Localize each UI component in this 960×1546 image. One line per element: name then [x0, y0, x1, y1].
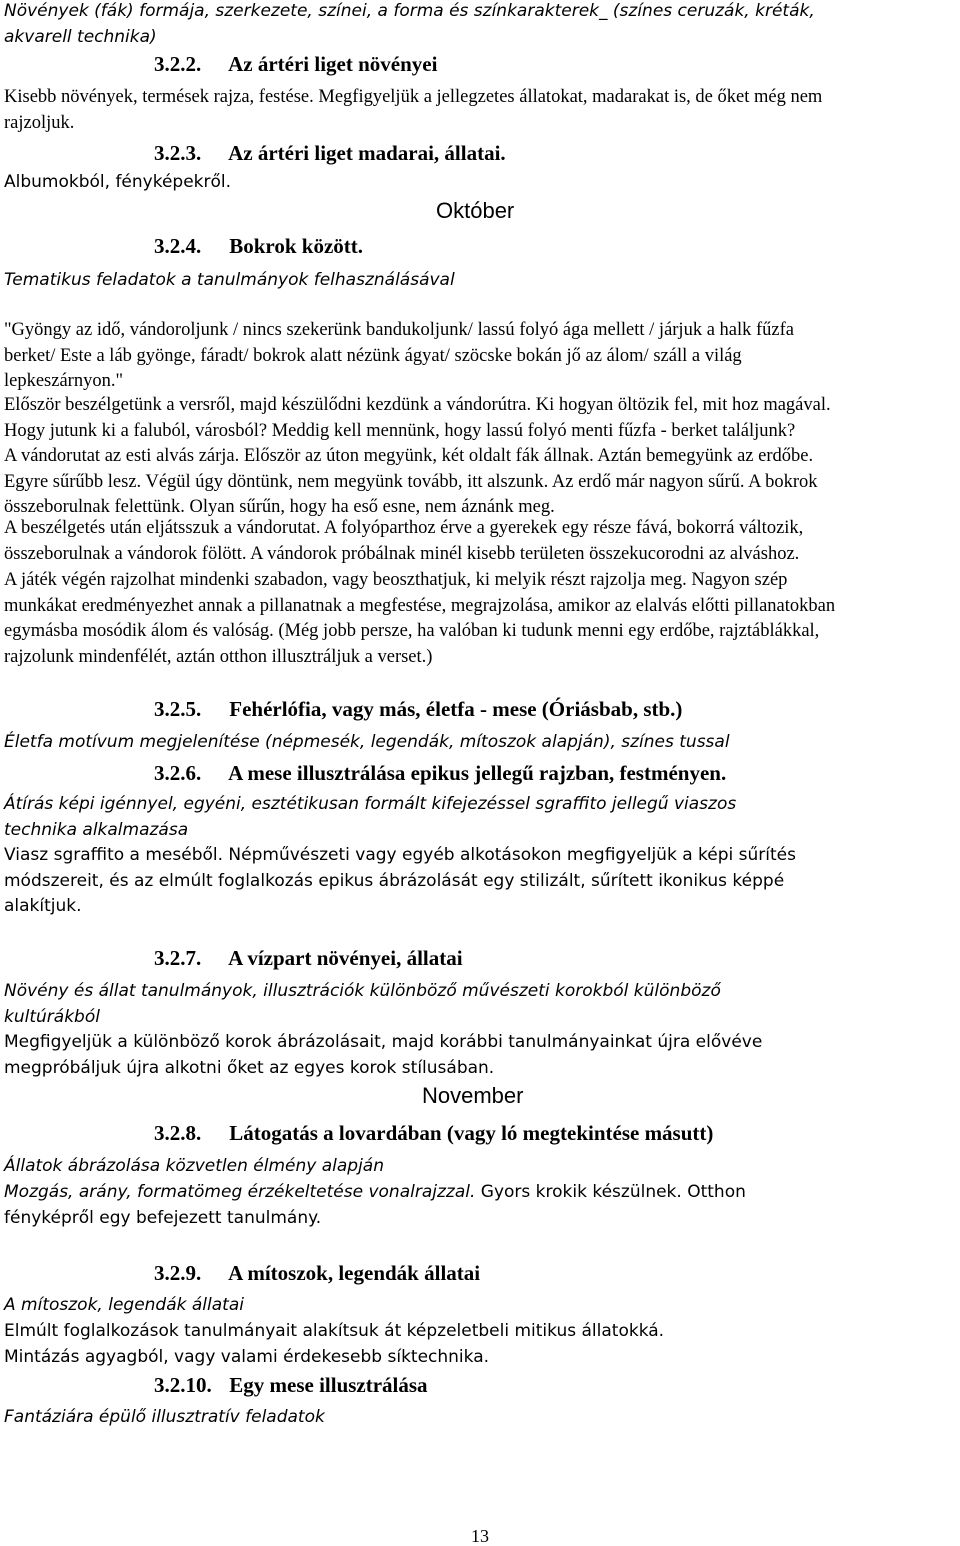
section-number: 3.2.10.	[154, 1373, 212, 1397]
section-title: A mítoszok, legendák állatai	[228, 1261, 481, 1285]
section-title: Bokrok között.	[229, 234, 364, 258]
paragraph-326	[4, 843, 954, 920]
section-number: 3.2.5.	[154, 697, 202, 721]
text-line: Kisebb növények, termések rajza, festése. Megfigyeljük a jellegzetes állatokat, madarakat is, de őket még nem	[4, 87, 823, 107]
text-line: A vándorutat az esti alvás zárja. Először az úton megyünk, két oldalt fák állnak. Aztán bemegyünk az erdőbe.	[4, 446, 814, 466]
text-line: Egyre sűrűbb lesz. Végül úgy döntünk, nem megyünk tovább, itt alszunk. Az erdő már nagyon sűrű. A bokrok	[4, 471, 818, 492]
text-line: módszereit, és az elmúlt foglalkozás epikus ábrázolását egy stilizált, sűrített ikonikus képpé	[4, 870, 785, 891]
section-heading-323	[154, 140, 954, 166]
italic-phrase: Mozgás, arány, formatömeg érzékeltetése vonalrajzzal.	[4, 1182, 476, 1202]
text-line: A beszélgetés után eljátsszuk a vándorutat. A folyóparthoz érve a gyerekek egy része fává, bokorrá változik,	[4, 518, 804, 538]
paragraph-324c	[4, 568, 954, 670]
text-line: egymásba mosódik álom és valóság. (Még jobb persze, ha valóban ki tudunk menni egy erdőbe, rajztáblákkal,	[4, 621, 820, 641]
text-line: Életfa motívum megjelenítése (népmesék, legendák, mítoszok alapján), színes tussal	[4, 732, 730, 752]
text-line: Először beszélgetünk a versről, majd készülődni kezdünk a vándorútra. Ki hogyan öltözik fel, mit hoz magával.	[4, 395, 831, 415]
text-line: Mintázás agyagból, vagy valami érdekesebb síktechnika.	[4, 1346, 490, 1367]
text-line: Növény és állat tanulmányok, illusztrációk különböző művészeti korokból különböző	[4, 981, 721, 1001]
section-title: Látogatás a lovardában (vagy ló megtekintése másutt)	[229, 1121, 714, 1145]
subtitle-326	[4, 792, 954, 843]
text-run: Gyors krokik készülnek. Otthon	[475, 1182, 746, 1202]
text-line: "Gyöngy az idő, vándoroljunk / nincs szekerünk bandukoljunk/ lassú folyó ága mellett / járjuk a halk fűzfa	[4, 320, 795, 340]
text-line	[4, 1180, 954, 1206]
section-title: Fehérlófia, vagy más, életfa - mese (Óriásbab, stb.)	[229, 697, 683, 721]
text-line: Állatok ábrázolása közvetlen élmény alapján	[4, 1156, 384, 1176]
subtitle-329	[4, 1293, 954, 1319]
paragraph-323	[4, 170, 954, 196]
text-line: Elmúlt foglalkozások tanulmányait alakítsuk át képzeletbeli mitikus állatokká.	[4, 1321, 665, 1341]
text-line: rajzolunk mindenfélét, aztán otthon illusztráljuk a verset.)	[4, 646, 433, 667]
subtitle-325	[4, 730, 954, 756]
paragraph-328	[4, 1180, 954, 1231]
month-heading-november: November	[422, 1083, 524, 1108]
section-heading-324	[154, 233, 954, 259]
text-line: összeborulnak a vándorok fölött. A vándorok próbálnak minél kisebb területen összekucorodni az alváshoz.	[4, 543, 800, 564]
text-line: kultúrákból	[4, 1006, 100, 1027]
section-title: Az ártéri liget növényei	[228, 52, 438, 76]
text-line: Növények (fák) formája, szerkezete, színei, a forma és színkarakterek_ (színes ceruzák, kréták,	[4, 1, 815, 21]
intro-paragraph	[4, 0, 954, 50]
paragraph-324b	[4, 516, 954, 567]
text-line: megpróbáljuk újra alkotni őket az egyes korok stílusában.	[4, 1057, 495, 1078]
text-line: A játék végén rajzolhat mindenki szabadon, vagy beoszthatjuk, ki melyik részt rajzolja meg. Nagyon szép	[4, 570, 788, 590]
section-number: 3.2.2.	[154, 52, 202, 76]
month-heading-october: Október	[436, 198, 515, 223]
text-line: munkákat eredményezhet annak a pillanatnak a megfestése, megrajzolása, amikor az elalvás előtti pillanatokban	[4, 595, 836, 616]
section-title: Egy mese illusztrálása	[229, 1373, 428, 1397]
paragraph-324a	[4, 393, 954, 521]
text-line: akvarell technika)	[4, 26, 157, 47]
text-line: Albumokból, fényképekről.	[4, 172, 232, 192]
subtitle-328	[4, 1154, 954, 1180]
section-title: Az ártéri liget madarai, állatai.	[228, 141, 506, 165]
section-heading-328	[154, 1120, 954, 1146]
subtitle-324	[4, 268, 954, 294]
section-number: 3.2.6.	[154, 761, 202, 785]
section-heading-322	[154, 51, 954, 77]
poem-quote	[4, 318, 954, 395]
text-line: Fantáziára épülő illusztratív feladatok	[4, 1407, 325, 1427]
section-heading-3210	[154, 1372, 954, 1398]
text-line: berket/ Este a láb gyönge, fáradt/ bokrok alatt nézünk ágyat/ szöcske bokán jő az álom/ száll a világ	[4, 345, 742, 366]
text-line: fényképről egy befejezett tanulmány.	[4, 1207, 322, 1228]
subtitle-327	[4, 979, 954, 1030]
section-number: 3.2.4.	[154, 234, 202, 258]
text-line: alakítjuk.	[4, 896, 82, 916]
section-title: A vízpart növényei, állatai	[228, 946, 463, 970]
subtitle-3210	[4, 1405, 954, 1431]
text-line: Hogy jutunk ki a faluból, városból? Meddig kell mennünk, hogy lassú folyó menti fűzfa - berket találjunk?	[4, 420, 796, 441]
page-number: 13	[471, 1526, 489, 1546]
text-line: Tematikus feladatok a tanulmányok felhasználásával	[4, 270, 455, 290]
paragraph-327	[4, 1030, 954, 1081]
section-title: A mese illusztrálása epikus jellegű rajzban, festményen.	[228, 761, 727, 785]
section-number: 3.2.9.	[154, 1261, 202, 1285]
text-line: technika alkalmazása	[4, 819, 189, 840]
section-heading-326	[154, 760, 954, 786]
paragraph-322	[4, 85, 954, 136]
section-number: 3.2.7.	[154, 946, 202, 970]
text-line: Megfigyeljük a különböző korok ábrázolásait, majd korábbi tanulmányainkat újra elővéve	[4, 1032, 763, 1052]
section-number: 3.2.3.	[154, 141, 202, 165]
section-heading-327	[154, 945, 954, 971]
text-line: A mítoszok, legendák állatai	[4, 1295, 244, 1315]
text-line: rajzoljuk.	[4, 112, 75, 133]
section-heading-329	[154, 1260, 954, 1286]
section-number: 3.2.8.	[154, 1121, 202, 1145]
paragraph-329	[4, 1319, 954, 1370]
text-line: Viasz sgraffito a meséből. Népművészeti vagy egyéb alkotásokon megfigyeljük a képi sűrítés	[4, 845, 796, 865]
section-heading-325	[154, 696, 954, 722]
text-line: Átírás képi igénnyel, egyéni, esztétikusan formált kifejezéssel sgraffito jellegű viaszos	[4, 794, 737, 814]
text-line: lepkeszárnyon."	[4, 371, 124, 391]
text-line: összeborulnak felettünk. Olyan sűrűn, hogy ha eső esne, nem áznánk meg.	[4, 497, 555, 517]
